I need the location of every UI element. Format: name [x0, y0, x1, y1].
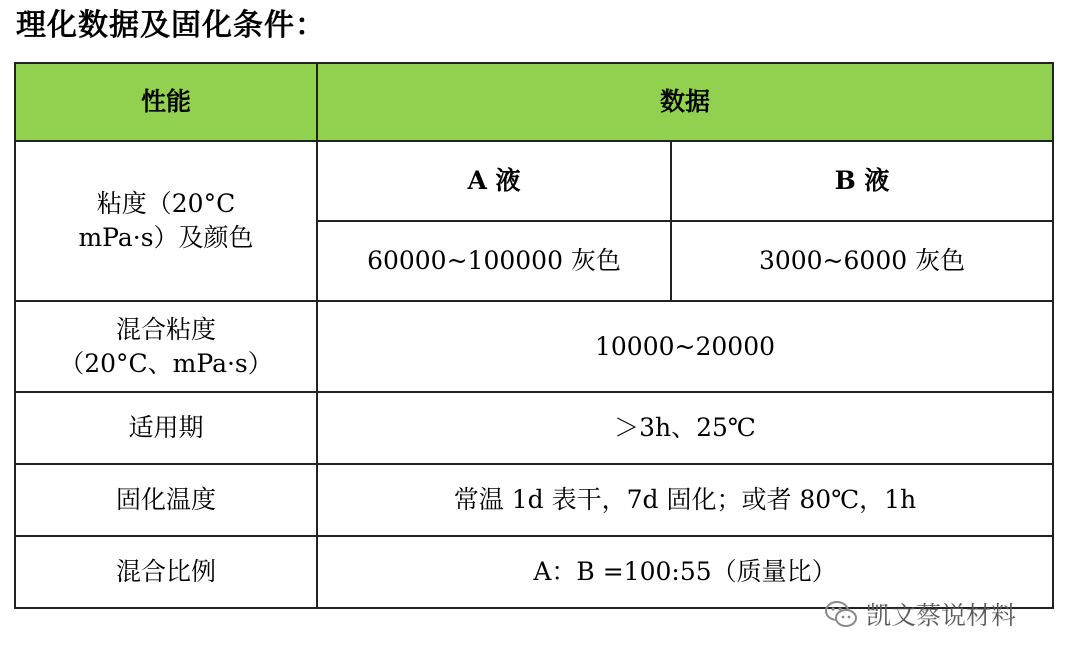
table-row — [15, 464, 1053, 536]
cure-temp-label: 固化温度 — [15, 464, 317, 536]
watermark — [824, 596, 1016, 632]
table-row — [15, 392, 1053, 464]
table-header-row — [15, 63, 1053, 141]
table-row — [15, 301, 1053, 392]
mix-ratio-label: 混合比例 — [15, 536, 317, 608]
b-liquid-header: B 液 — [671, 141, 1053, 221]
header-property: 性能 — [15, 63, 317, 141]
mixed-viscosity-label-line1: 混合粘度 — [115, 314, 216, 344]
page-title: 理化数据及固化条件： — [16, 8, 326, 43]
cure-temp-value: 常温 1d 表干，7d 固化；或者 80℃，1h — [317, 464, 1053, 536]
table-row — [15, 141, 1053, 221]
viscosity-label — [15, 141, 317, 301]
properties-table — [14, 62, 1054, 609]
b-liquid-value: 3000~6000 灰色 — [671, 221, 1053, 301]
mix-ratio-value: A：B =100:55（质量比） — [317, 536, 1053, 608]
pot-life-label: 适用期 — [15, 392, 317, 464]
pot-life-value: ＞3h、25℃ — [317, 392, 1053, 464]
header-data: 数据 — [317, 63, 1053, 141]
viscosity-label-line1: 粘度（20°C — [96, 189, 236, 218]
watermark-text: 凯文蔡说材料 — [866, 601, 1017, 630]
mixed-viscosity-label — [15, 301, 317, 392]
a-liquid-header: A 液 — [317, 141, 671, 221]
viscosity-label-line2: mPa·s）及颜色 — [78, 223, 254, 252]
mixed-viscosity-value: 10000~20000 — [317, 301, 1053, 392]
a-liquid-value: 60000~100000 灰色 — [317, 221, 671, 301]
wechat-icon — [824, 599, 858, 629]
mixed-viscosity-label-line2: （20°C、mPa·s） — [59, 348, 273, 378]
